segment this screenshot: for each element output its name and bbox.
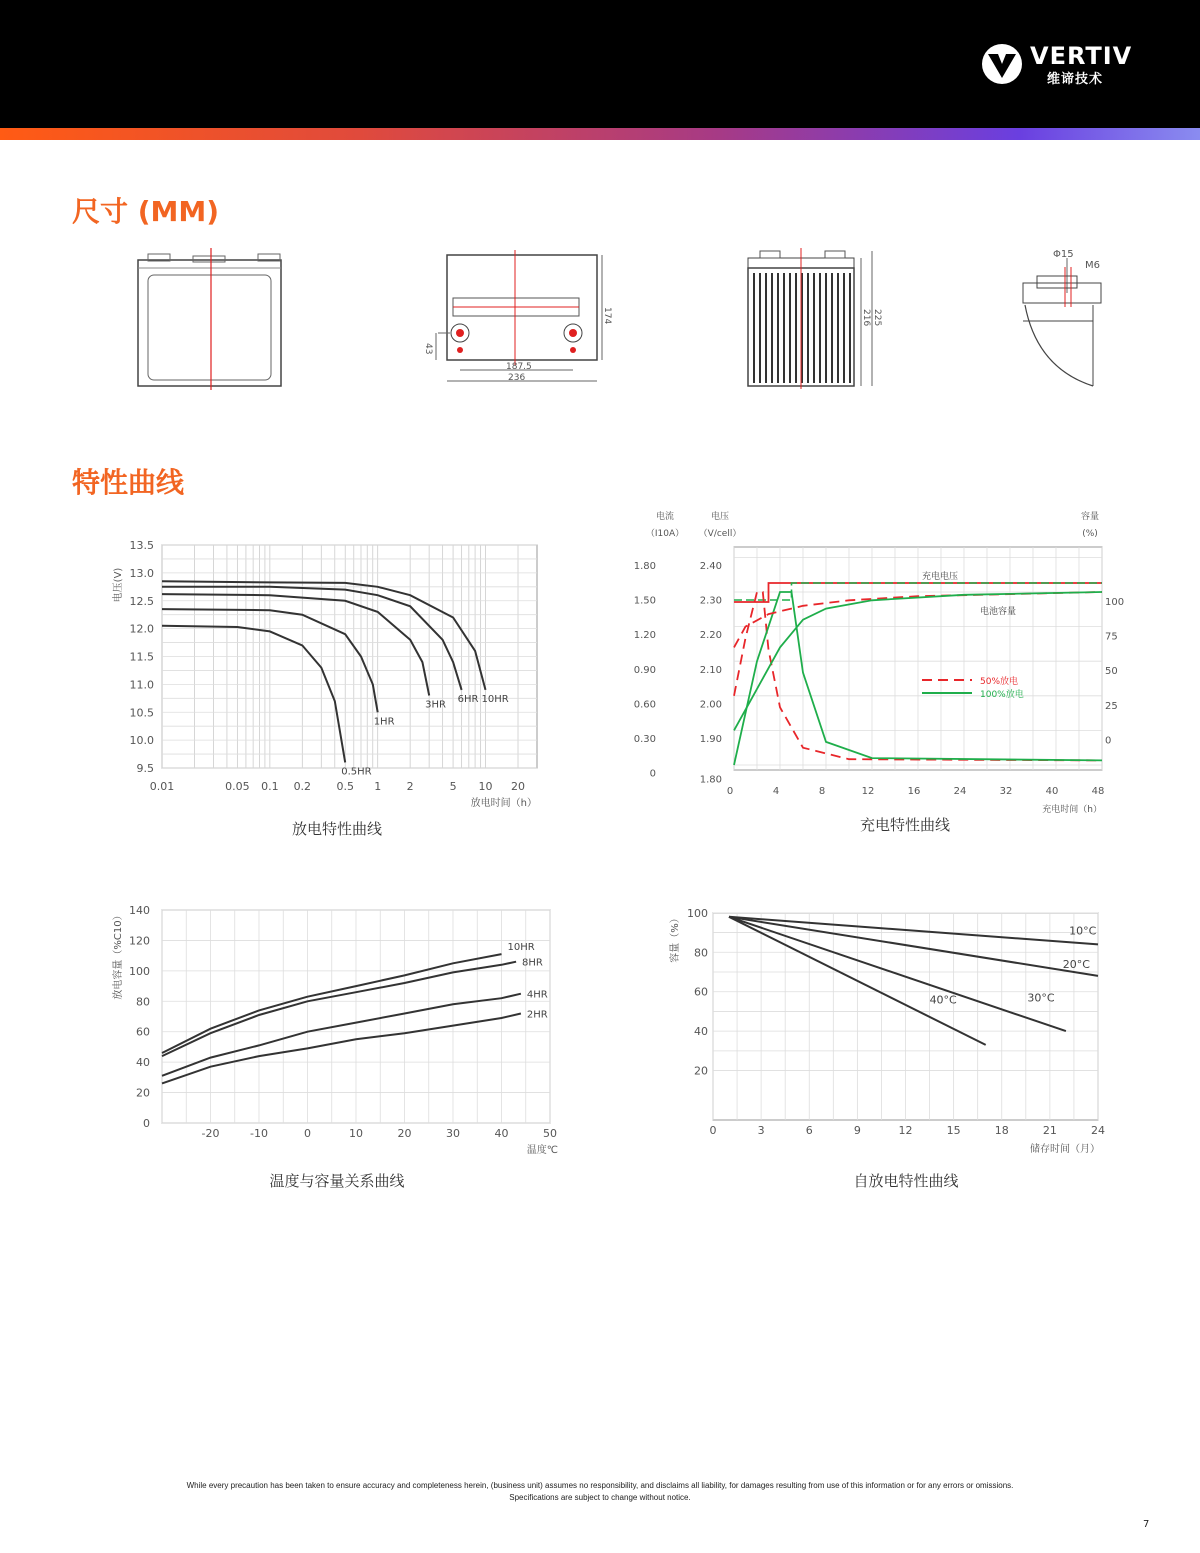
x-tick-label: -10 (250, 1127, 268, 1140)
y-tick-label: 9.5 (136, 762, 154, 775)
x-tick-label: 9 (853, 1124, 861, 1137)
series-label: 3HR (425, 699, 446, 711)
voltage-axis-label: 电压 (710, 512, 730, 522)
x-tick-label: 8 (818, 786, 826, 797)
discharge-chart (100, 515, 560, 820)
footer-disclaimer: While every precaution has been taken to ensure accuracy and completeness herein, (business unit) assumes no responsibility, and disclaims all liability, for damages resulting from use of this information or for any errors or omissions. (186, 1481, 1014, 1490)
series-label: 10°C (1069, 924, 1097, 938)
capacity-axis-label: 容量 (1080, 512, 1100, 522)
legend-label-100: 100%放电 (980, 690, 1024, 700)
voltage-tick-label: 1.90 (699, 734, 722, 745)
series-label: 30°C (1027, 991, 1055, 1005)
dim-terminal-height: 43 (423, 343, 433, 355)
x-tick-label: 10 (478, 780, 493, 793)
x-tick-label: 0 (709, 1124, 717, 1137)
x-tick-label: 10 (349, 1127, 363, 1140)
series-label: 10HR (481, 693, 509, 705)
x-tick-label: 20 (511, 780, 526, 793)
y-tick-label: 100 (129, 964, 150, 978)
x-tick-label: 1 (374, 780, 382, 793)
y-tick-label: 20 (694, 1064, 708, 1078)
vertiv-logo-mark-icon (980, 42, 1024, 86)
page-number: 7 (1143, 1519, 1150, 1530)
x-tick-label: 0 (726, 786, 734, 797)
x-tick-label: -20 (201, 1127, 220, 1140)
capacity-tick-label: 100 (1105, 597, 1125, 608)
x-tick-label: 0.1 (261, 780, 279, 793)
current-axis-label: 电流 (655, 512, 675, 522)
dim-bolt: M6 (1085, 260, 1100, 271)
battery-top-view (420, 245, 620, 395)
x-tick-label: 50 (543, 1127, 557, 1140)
series-line (729, 917, 1066, 1031)
x-tick-label: 40 (1045, 786, 1059, 797)
capacity-axis-unit: (%) (1082, 529, 1098, 539)
series-label: 0.5HR (341, 766, 372, 778)
y-tick-label: 100 (687, 906, 708, 920)
temperature-chart (100, 895, 570, 1165)
y-tick-label: 20 (136, 1086, 150, 1100)
series-line (162, 626, 345, 763)
legend-label-50: 50%放电 (980, 677, 1019, 687)
y-tick-label: 10.5 (129, 706, 154, 720)
y-tick-label: 11.5 (129, 650, 154, 664)
dim-width: 236 (508, 373, 526, 383)
dim-terminal-diameter: Φ15 (1053, 249, 1074, 260)
y-tick-label: 60 (694, 985, 708, 999)
current-tick-label: 1.80 (633, 561, 656, 572)
series-line (162, 994, 521, 1076)
annotation-capacity: 电池容量 (980, 607, 1017, 617)
voltage-axis-unit: （V/cell） (698, 529, 742, 539)
current-axis-unit: （I10A） (645, 529, 685, 539)
series-label: 8HR (522, 957, 543, 969)
dim-side-outer: 225 (872, 309, 882, 327)
x-tick-label: 24 (1091, 1124, 1105, 1137)
x-tick-label: 16 (907, 786, 921, 797)
x-axis-label: 充电时间（h） (1042, 805, 1102, 815)
dimensions-title: 尺寸 (MM) (72, 195, 220, 228)
series-label: 40°C (929, 993, 957, 1007)
y-tick-label: 13.5 (129, 539, 154, 552)
dim-front-height: 174 (602, 307, 612, 325)
y-tick-label: 12.0 (129, 622, 154, 636)
series-label: 4HR (526, 989, 548, 1001)
current-tick-label: 1.50 (633, 595, 656, 607)
x-tick-label: 32 (999, 786, 1013, 797)
x-tick-label: 3 (757, 1124, 765, 1137)
current-tick-label: 0.30 (633, 734, 656, 745)
y-tick-label: 120 (129, 934, 150, 948)
voltage-tick-label: 2.20 (699, 630, 722, 642)
annotation-charge-voltage: 充电电压 (922, 572, 959, 582)
x-tick-label: 0.2 (293, 780, 312, 793)
brand-name-cn: 维谛技术 (1047, 72, 1104, 87)
temperature-chart-title: 温度与容量关系曲线 (269, 1172, 405, 1190)
header-gradient-bar (0, 128, 1200, 140)
x-tick-label: 15 (946, 1124, 961, 1137)
capacity-tick-label: 0 (1105, 735, 1112, 747)
footer-notice: Specifications are subject to change without notice. (509, 1493, 691, 1502)
side-ribs (754, 273, 850, 383)
x-tick-label: 18 (994, 1124, 1009, 1137)
x-tick-label: 0.01 (149, 780, 175, 793)
terminal-detail-view (1015, 243, 1125, 393)
battery-front-view (128, 240, 298, 400)
y-tick-label: 140 (129, 904, 150, 917)
charge-chart (620, 505, 1135, 820)
y-tick-label: 0 (143, 1117, 150, 1130)
y-tick-label: 12.5 (129, 594, 154, 608)
dim-terminal-spacing: 187.5 (506, 362, 532, 372)
x-tick-label: 21 (1042, 1124, 1057, 1137)
series-label: 20°C (1062, 958, 1090, 972)
y-axis-label: 放电容量（%C10） (113, 910, 124, 1000)
y-tick-label: 60 (136, 1025, 150, 1039)
current-tick-label: 0.60 (633, 699, 656, 711)
current-tick-label: 0.90 (633, 664, 656, 676)
current-tick-label: 0 (649, 768, 656, 780)
charge-chart-title: 充电特性曲线 (859, 816, 950, 834)
series-line (729, 917, 1098, 945)
x-tick-label: 0 (304, 1127, 311, 1140)
y-tick-label: 80 (694, 946, 708, 960)
series-line (162, 587, 462, 690)
voltage-tick-label: 2.40 (699, 561, 722, 572)
self-discharge-chart (660, 900, 1120, 1165)
self-discharge-chart-title: 自放电特性曲线 (853, 1172, 959, 1190)
x-tick-label: 30 (446, 1127, 460, 1140)
dim-side-inner: 216 (861, 309, 871, 327)
x-tick-label: 12 (861, 786, 875, 797)
x-tick-label: 24 (953, 786, 967, 797)
x-axis-label: 温度℃ (526, 1145, 558, 1156)
voltage-tick-label: 2.00 (699, 699, 722, 711)
curves-title: 特性曲线 (72, 466, 185, 499)
series-label: 6HR (457, 693, 479, 705)
series-line (162, 1014, 521, 1084)
y-tick-label: 80 (136, 995, 150, 1009)
vertiv-logo (980, 40, 1140, 90)
battery-side-view (740, 243, 890, 393)
y-tick-label: 40 (136, 1056, 150, 1070)
capacity-tick-label: 75 (1105, 631, 1118, 643)
y-tick-label: 10.0 (129, 734, 154, 748)
series-label: 10HR (507, 942, 535, 954)
voltage-tick-label: 1.80 (699, 774, 722, 786)
discharge-chart-title: 放电特性曲线 (291, 820, 382, 838)
x-tick-label: 4 (772, 786, 780, 797)
series-label: 2HR (526, 1009, 548, 1021)
brand-name: VERTIV (1030, 42, 1133, 70)
x-tick-label: 6 (805, 1124, 813, 1137)
voltage-tick-label: 2.30 (699, 595, 722, 607)
y-tick-label: 40 (694, 1025, 708, 1039)
x-tick-label: 12 (898, 1124, 913, 1137)
capacity-tick-label: 25 (1105, 700, 1118, 712)
x-axis-label: 储存时间（月） (1030, 1144, 1100, 1155)
x-tick-label: 5 (449, 780, 457, 793)
y-axis-label: 容量（%） (670, 913, 681, 963)
y-axis-label: 电压(V) (113, 567, 124, 603)
x-tick-label: 0.05 (225, 780, 250, 793)
x-axis-label: 放电时间（h） (470, 798, 537, 809)
x-tick-label: 48 (1091, 786, 1105, 797)
x-tick-label: 40 (494, 1127, 509, 1140)
x-tick-label: 2 (406, 780, 414, 793)
x-tick-label: 20 (397, 1127, 412, 1140)
y-tick-label: 13.0 (129, 566, 154, 580)
y-tick-label: 11.0 (129, 678, 154, 692)
series-line (729, 917, 1098, 976)
voltage-tick-label: 2.10 (699, 664, 722, 676)
x-tick-label: 0.5 (336, 780, 354, 793)
capacity-tick-label: 50 (1105, 666, 1118, 678)
series-label: 1HR (373, 716, 395, 728)
current-tick-label: 1.20 (633, 630, 656, 642)
